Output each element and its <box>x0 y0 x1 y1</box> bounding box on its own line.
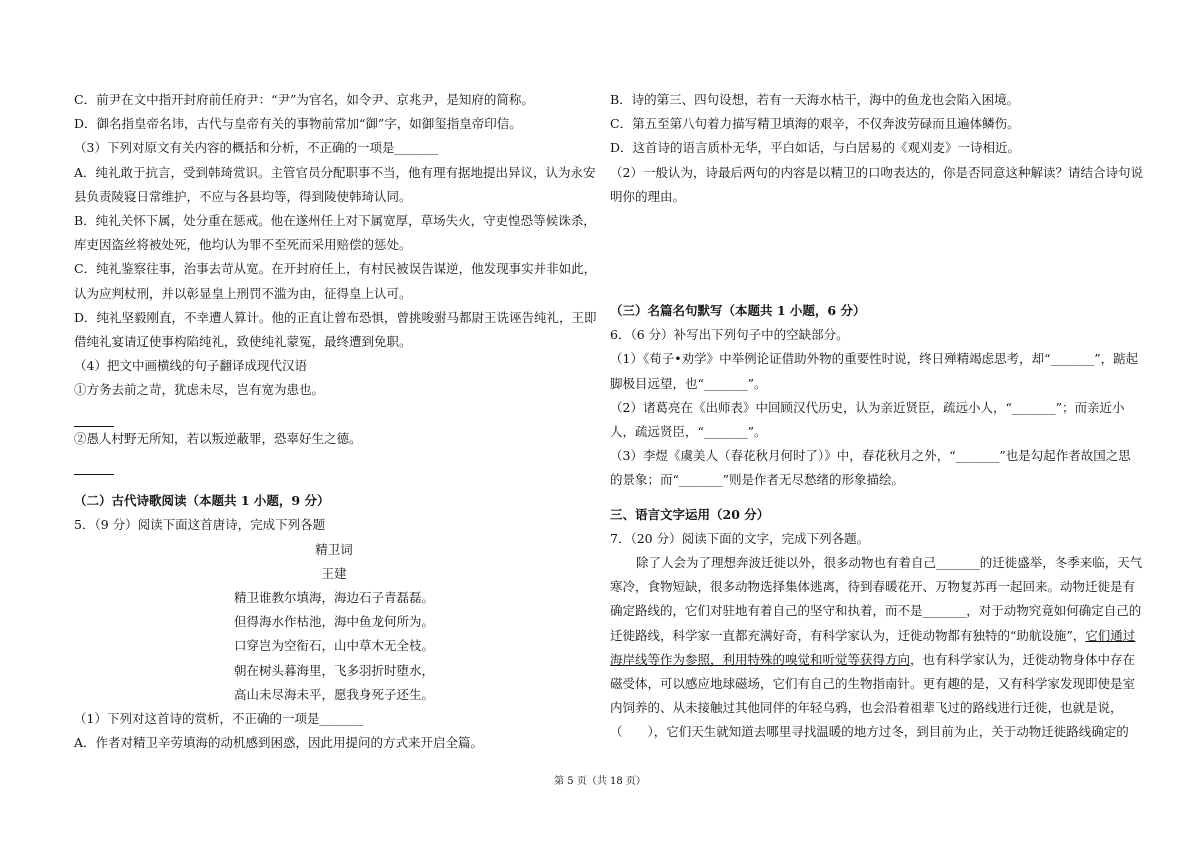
q3-option-a-line2: 县负责陵寝日常维护，不应与各县均等，得到陵使韩琦认同。 <box>74 188 412 204</box>
section-3-title: （三）名篇名句默写（本题共 1 小题，6 分） <box>610 303 866 319</box>
passage-line: 内饲养的、从未接触过其他同伴的年轻乌鸦，也会沿着祖辈飞过的路线进行迁徙，也就是说， <box>610 700 1123 716</box>
q5-1-option-b: B．诗的第三、四句设想，若有一天海水枯干，海中的鱼龙也会陷入困境。 <box>610 92 1020 107</box>
q5-1-option-a: A．作者对精卫辛劳填海的动机感到困惑，因此用提问的方式来开启全篇。 <box>74 735 484 751</box>
right-column <box>610 88 1143 745</box>
passage-line: 确定路线的，它们对驻地有着自己的坚守和执着，而不是_______，对于动物究竟如何确定自己的 <box>610 603 1142 619</box>
sentence-1: ①方务去前之苛，犹虑未尽，岂有宽为患也。 <box>74 382 325 398</box>
answer-space <box>610 209 1130 299</box>
q6-3-line1: （3）李煜《虞美人（春花秋月何时了）》中，春花秋月之外，“_______”也是勾起作者故国之思 <box>610 448 1131 464</box>
left-column <box>74 88 597 755</box>
q4-option-c: C．前尹在文中指开封府前任府尹：“尹”为官名，如令尹、京兆尹，是知府的简称。 <box>74 92 534 107</box>
q6-3-line2: 的景象；而“_______”则是作者无尽愁绪的形象描绘。 <box>610 472 905 488</box>
q5-prompt: 5．（9 分）阅读下面这首唐诗，完成下列各题 <box>74 517 326 533</box>
underlined-sentence: 海岸线等作为参照，利用特殊的嗅觉和听觉等获得方向 <box>610 651 911 667</box>
poem-author: 王建 <box>321 565 347 581</box>
answer-blank-1 <box>74 403 594 427</box>
poem-line: 但得海水作枯池，海中鱼龙何所为。 <box>233 614 434 630</box>
q3-option-b-line2: 库吏因盗丝将被处死，他均认为罪不至死而采用赔偿的惩处。 <box>74 237 412 253</box>
q6-2-line1: （2）诸葛亮在《出师表》中回顾汉代历史，认为亲近贤臣，疏远小人，“_______”；而亲近小 <box>610 399 1125 415</box>
passage-line: （ ），它们天生就知道去哪里寻找温暖的地方过冬，到目前为止，关于动物迁徙路线确定的 <box>610 724 1129 740</box>
q5-1-prompt: （1）下列对这首诗的赏析，不正确的一项是_______ <box>74 711 364 727</box>
q5-1-option-d: D．这首诗的语言质朴无华，平白如话，与白居易的《观刈麦》一诗相近。 <box>610 140 1021 156</box>
poem-line: 口穿岂为空衔石，山中草木无全枝。 <box>233 638 434 654</box>
q5-2-prompt-line2: 明你的理由。 <box>610 188 686 204</box>
page-footer: 第 5 页（共 18 页） <box>554 776 646 787</box>
poem-title: 精卫词 <box>315 541 353 557</box>
poem-line: 高山未尽海未平，愿我身死子还生。 <box>233 686 434 702</box>
passage-text: ，也有科学家认为，迁徙动物身体中存在 <box>910 651 1136 667</box>
q5-1-option-c: C．第五至第八句着力描写精卫填海的艰辛，不仅奔波劳碌而且遍体鳞伤。 <box>610 116 1020 132</box>
passage-text: 迁徙路线，科学家一直都充满好奇，有科学家认为，迁徙动物都有独特的“助航设施”， <box>610 627 1086 643</box>
passage-line: 寒冷，食物短缺，很多动物选择集体逃离，待到春暖花开、万物复苏再一起回来。动物迁徙是有 <box>610 579 1136 595</box>
q3-option-b-line1: B．纯礼关怀下属，处分重在惩戒。他在遂州任上对下属宽厚，草场失火，守吏惶恐等候诛杀， <box>74 213 596 229</box>
passage-line <box>610 624 1136 648</box>
q3-option-c-line1: C．纯礼鉴察往事，治事去苛从宽。在开封府任上，有村民被误告谋逆，他发现事实并非如此， <box>74 261 597 277</box>
sentence-2: ②愚人村野无所知，若以叛逆蔽罪，恐辜好生之德。 <box>74 430 362 446</box>
q6-2-line2: 人，疏远贤臣，“_______”。 <box>610 424 767 440</box>
passage-line: 除了人会为了理想奔波迁徙以外，很多动物也有着自己_______的迁徙盛举，冬季来临，天气 <box>636 555 1143 571</box>
q3-prompt: （3）下列对原文有关内容的概括和分析，不正确的一项是_______ <box>74 140 439 156</box>
part-3-title: 三、语言文字运用（20 分） <box>610 506 770 522</box>
passage-line: 磁受体，可以感应地球磁场，它们有自己的生物指南针。更有趣的是，又有科学家发现即使是室 <box>610 676 1136 692</box>
passage-line <box>610 648 1136 672</box>
q4-option-d: D．御名指皇帝名讳，古代与皇帝有关的事物前常加“御”字，如御玺指皇帝印信。 <box>74 116 522 132</box>
q3-option-a-line1: A．纯礼敢于抗言，受到韩琦赏识。主管官员分配职事不当，他有理有据地提出异议，认为永安 <box>74 164 596 180</box>
section-2-title: （二）古代诗歌阅读（本题共 1 小题，9 分） <box>74 493 330 509</box>
q6-1-line2: 脚极目远望，也“_______”。 <box>610 375 767 391</box>
q6-prompt: 6．（6 分）补写出下列句子中的空缺部分。 <box>610 327 849 343</box>
q3-option-d-line1: D．纯礼坚毅刚直，不幸遭人算计。他的正直让曾布恐惧，曾挑唆驸马都尉王诜诬告纯礼，王即 <box>74 309 597 325</box>
q6-1-line1: （1）《荀子•劝学》中举例论证借助外物的重要性时说，终日殚精竭虑思考，却“_______”，踮起 <box>610 351 1139 367</box>
q3-option-c-line2: 认为应判杖刑，并以彰显皇上刑罚不滥为由，征得皇上认可。 <box>74 285 412 301</box>
q7-prompt: 7．（20 分）阅读下面的文字，完成下列各题。 <box>610 530 870 546</box>
underlined-sentence: 它们通过 <box>1085 627 1136 643</box>
answer-blank-2 <box>74 451 594 475</box>
poem-line: 朝在树头暮海里，飞多羽折时堕水， <box>233 662 434 678</box>
q3-option-d-line2: 借纯礼宴请辽使事构陷纯礼，致使纯礼蒙冤，最终遭到免职。 <box>74 334 412 350</box>
poem-line: 精卫谁教尔填海，海边石子青磊磊。 <box>233 590 434 606</box>
q5-2-prompt-line1: （2）一般认为，诗最后两句的内容是以精卫的口吻表达的，你是否同意这种解读？请结合诗句说 <box>610 164 1143 180</box>
q4-translate-prompt: （4）把文中画横线的句子翻译成现代汉语 <box>74 358 307 374</box>
